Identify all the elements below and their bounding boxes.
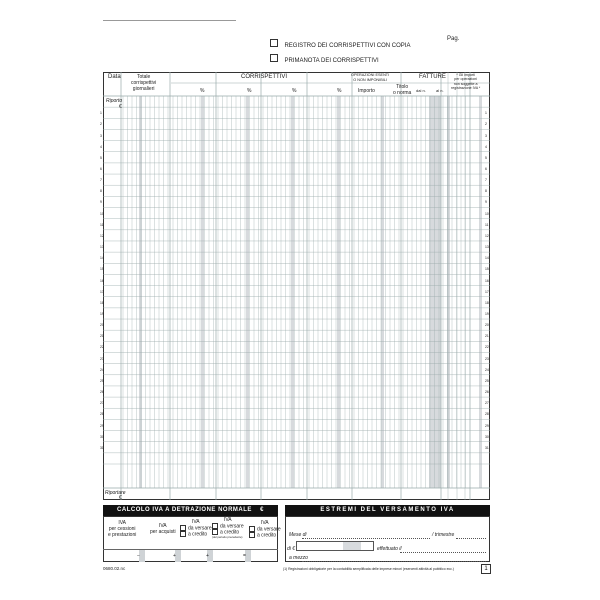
iva-box3-opt2[interactable]: a credito bbox=[249, 532, 281, 538]
row-number: 3 bbox=[485, 133, 487, 138]
row-number: 22 bbox=[485, 345, 489, 350]
riporto-euro: € bbox=[119, 104, 122, 110]
grid-shade bbox=[246, 96, 249, 488]
row-number: 2 bbox=[100, 122, 102, 127]
percent-mark: % bbox=[292, 88, 297, 94]
col-corrispettivi-label: CORRISPETTIVI bbox=[241, 74, 288, 80]
row-number: 27 bbox=[485, 401, 489, 406]
row-number: 7 bbox=[100, 178, 102, 183]
grid-shade bbox=[291, 96, 294, 488]
iva-box2-note: (del periodo precedente) bbox=[212, 534, 243, 539]
row-number: 4 bbox=[485, 144, 487, 149]
checkbox-icon[interactable] bbox=[249, 532, 255, 538]
iva-box2-head: IVA bbox=[223, 517, 232, 523]
col-titolo-label: Titolo o norma bbox=[393, 84, 412, 96]
row-number: 5 bbox=[485, 155, 487, 160]
row-number: 10 bbox=[485, 211, 489, 216]
row-number: 18 bbox=[100, 300, 104, 305]
grid-shade bbox=[429, 96, 441, 488]
row-number: 24 bbox=[485, 367, 489, 372]
row-number: 16 bbox=[485, 278, 489, 283]
row-number: 14 bbox=[100, 256, 104, 261]
effettuato-field[interactable] bbox=[400, 552, 486, 553]
amount-field[interactable] bbox=[296, 541, 374, 551]
row-number: 18 bbox=[485, 300, 489, 305]
checkbox-icon[interactable] bbox=[180, 531, 186, 537]
row-number: 1 bbox=[100, 111, 102, 116]
riportare-euro: € bbox=[119, 495, 122, 501]
row-number: 26 bbox=[100, 390, 104, 395]
iva-box3-head: IVA bbox=[260, 520, 269, 526]
grid-shade bbox=[201, 96, 204, 488]
option-primanota-label: PRIMANOTA DEI CORRISPETTIVI bbox=[284, 58, 379, 64]
footer-code: 0680.02.nc bbox=[103, 566, 126, 571]
row-number: 23 bbox=[485, 356, 489, 361]
row-number: 2 bbox=[485, 122, 487, 127]
col-data-label: Data bbox=[108, 74, 121, 80]
iva-box2 bbox=[212, 517, 244, 539]
row-number: 24 bbox=[100, 367, 104, 372]
iva-box1-opt1[interactable]: da versare bbox=[180, 525, 212, 531]
grid-shade bbox=[381, 96, 384, 488]
row-number: 22 bbox=[100, 345, 104, 350]
checkbox-icon[interactable] bbox=[180, 525, 186, 531]
page-label: Pag. bbox=[447, 36, 460, 42]
row-number: 10 bbox=[100, 211, 104, 216]
col-note-label: * Gli importi per operazioni non soggette a registrazione IVA * bbox=[451, 73, 481, 90]
row-number: 20 bbox=[100, 323, 104, 328]
row-number: 21 bbox=[485, 334, 489, 339]
row-number: 9 bbox=[485, 200, 487, 205]
row-number: 31 bbox=[485, 445, 489, 450]
row-number: 19 bbox=[100, 312, 104, 316]
grid-shade bbox=[139, 96, 142, 488]
percent-mark: % bbox=[247, 88, 252, 94]
row-number: 30 bbox=[100, 434, 104, 439]
percent-mark: % bbox=[200, 88, 205, 94]
fatture-to-label: al n. bbox=[436, 88, 444, 93]
row-number: 26 bbox=[485, 390, 489, 395]
iva-box3-opt1[interactable]: da versare bbox=[249, 526, 281, 532]
riportare-label: Riportare bbox=[105, 490, 126, 496]
iva-box1-head: IVA bbox=[191, 519, 200, 525]
iva-box1 bbox=[180, 519, 212, 538]
mezzo-label: a mezzo bbox=[289, 555, 308, 561]
versamento-title-bar bbox=[285, 505, 490, 516]
row-number: 29 bbox=[485, 423, 489, 428]
row-number: 3 bbox=[100, 133, 102, 138]
riporto-label: Riporto bbox=[106, 98, 123, 104]
percent-mark: % bbox=[337, 88, 342, 94]
row-number: 29 bbox=[100, 423, 104, 428]
row-number: 12 bbox=[100, 233, 104, 238]
iva-box2-opt1[interactable]: da versare bbox=[212, 523, 244, 529]
iva-box1-opt2[interactable]: a credito bbox=[180, 531, 212, 537]
iva-box2-opt2[interactable]: a credito bbox=[212, 529, 244, 535]
row-number: 14 bbox=[485, 256, 489, 261]
row-number: 12 bbox=[485, 233, 489, 238]
row-number: 15 bbox=[485, 267, 489, 272]
iva-cessioni-label: IVA per cessioni e prestazioni bbox=[108, 520, 137, 538]
calcolo-iva-title-bar bbox=[103, 505, 278, 516]
iva-box3 bbox=[249, 520, 281, 539]
trimestre-field[interactable] bbox=[456, 538, 486, 539]
trimestre-label: / trimestre bbox=[432, 532, 455, 538]
checkbox-icon[interactable] bbox=[249, 526, 255, 532]
row-number: 4 bbox=[100, 144, 102, 149]
option-primanota[interactable] bbox=[270, 49, 379, 67]
row-number: 25 bbox=[100, 378, 104, 383]
mese-label: Mese di bbox=[289, 532, 307, 538]
col-importo-label: Importo bbox=[358, 88, 375, 94]
euro-amount-label: di € bbox=[287, 546, 296, 552]
row-number: 25 bbox=[485, 378, 489, 383]
row-number: 8 bbox=[100, 189, 102, 194]
row-number: 28 bbox=[100, 412, 104, 417]
row-number: 30 bbox=[485, 434, 489, 439]
option-registro-label: REGISTRO DEI CORRISPETTIVI CON COPIA bbox=[284, 43, 411, 49]
col-totale-label: Totale corrispettivi giornalieri bbox=[131, 74, 157, 92]
row-number: 17 bbox=[485, 289, 489, 294]
option-registro-checkbox[interactable] bbox=[270, 39, 278, 47]
row-number: 11 bbox=[485, 222, 489, 227]
grid-shade bbox=[479, 96, 482, 488]
col-fatture-label: FATTURE bbox=[419, 74, 446, 80]
versamento-title: ESTREMI DEL VERSAMENTO IVA bbox=[320, 507, 455, 513]
row-number: 21 bbox=[100, 334, 104, 339]
calcolo-fill-strip[interactable]: − + + = bbox=[103, 549, 278, 562]
row-number: 9 bbox=[100, 200, 102, 205]
row-number: 6 bbox=[485, 167, 487, 172]
row-number: 6 bbox=[100, 167, 102, 172]
iva-acquisti-label: IVA per acquisti bbox=[150, 523, 176, 535]
footer-page-number: 1 bbox=[481, 564, 491, 574]
mezzo-field[interactable] bbox=[302, 561, 486, 562]
row-number: 16 bbox=[100, 278, 104, 283]
option-primanota-checkbox[interactable] bbox=[270, 54, 278, 62]
mese-field[interactable] bbox=[302, 538, 430, 539]
row-number: 5 bbox=[100, 155, 102, 160]
checkbox-icon[interactable] bbox=[212, 523, 218, 529]
row-number: 13 bbox=[485, 245, 489, 250]
row-number: 27 bbox=[100, 401, 104, 406]
effettuato-label: effettuato il bbox=[377, 546, 402, 552]
row-number: 31 bbox=[100, 445, 104, 450]
versamento-panel bbox=[285, 516, 490, 562]
col-operazioni-label: OPERAZIONI ESENTI O NON IMPONIBILI bbox=[351, 73, 390, 82]
row-number: 28 bbox=[485, 412, 489, 417]
row-number: 11 bbox=[100, 222, 104, 227]
register-table-grid bbox=[103, 72, 490, 500]
fatture-from-label: dal n. bbox=[416, 88, 426, 93]
row-number: 23 bbox=[100, 356, 104, 361]
row-number: 19 bbox=[485, 312, 489, 316]
row-number: 8 bbox=[485, 189, 487, 194]
row-number: 20 bbox=[485, 323, 489, 328]
row-number: 15 bbox=[100, 267, 104, 272]
row-number: 1 bbox=[485, 111, 487, 116]
header-name-line bbox=[103, 20, 236, 21]
footer-note: (1) Registrazioni obbligatorie per la contabilità semplificata delle imprese minori (esercenti attività al pubblico ecc.) bbox=[283, 567, 454, 571]
grid-shade bbox=[337, 96, 340, 488]
calcolo-iva-euro: € bbox=[260, 507, 264, 513]
calcolo-iva-title: CALCOLO IVA A DETRAZIONE NORMALE bbox=[117, 507, 252, 513]
row-number: 7 bbox=[485, 178, 487, 183]
row-number: 17 bbox=[100, 289, 104, 294]
row-number: 13 bbox=[100, 245, 104, 250]
